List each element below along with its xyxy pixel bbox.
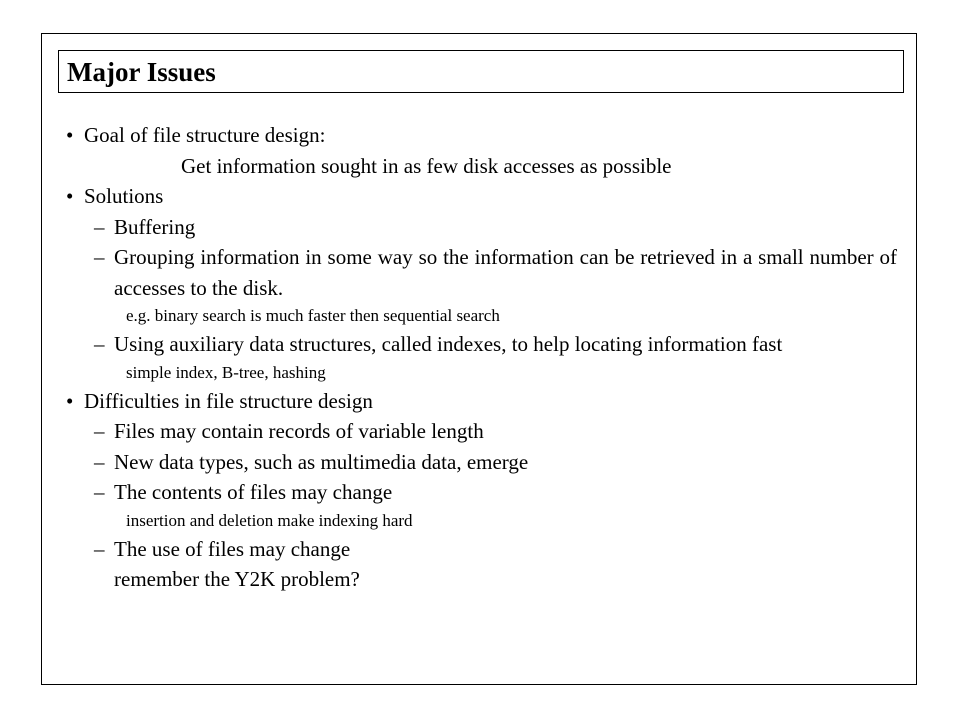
difficulty-new-types: – New data types, such as multimedia data, emerge — [66, 447, 897, 478]
slide-frame — [41, 33, 917, 685]
solution-indexes: – Using auxiliary data structures, called indexes, to help locating information fast — [66, 329, 897, 360]
solution-grouping-note: e.g. binary search is much faster then sequential search — [126, 306, 500, 325]
difficulty-use-change: – The use of files may change — [66, 534, 897, 565]
solution-buffering: – Buffering — [66, 212, 897, 243]
dash-icon: – — [94, 449, 105, 474]
bullet-difficulties-text: Difficulties in file structure design — [84, 388, 373, 413]
bullet-goal — [66, 120, 897, 151]
solution-grouping: – Grouping information in some way so the information can be retrieved in a small number of accesses to the disk. — [66, 242, 897, 303]
dash-icon: – — [94, 536, 105, 561]
difficulty-contents-change: – The contents of files may change — [66, 477, 897, 508]
goal-statement: Get information sought in as few disk accesses as possible — [181, 153, 672, 178]
bullet-goal-text: Goal of file structure design: — [84, 123, 326, 147]
solution-indexes-note: simple index, B-tree, hashing — [126, 362, 326, 382]
dash-icon: – — [94, 245, 105, 269]
dash-icon: – — [94, 214, 105, 239]
difficulty-use-note: remember the Y2K problem? — [114, 567, 360, 591]
bullet-icon: • — [66, 123, 74, 147]
bullet-solutions-text: Solutions — [84, 184, 164, 208]
difficulty-variable-length: – Files may contain records of variable length — [66, 416, 897, 447]
title-box — [58, 50, 904, 93]
dash-icon: – — [94, 419, 105, 443]
slide-body — [66, 120, 897, 595]
bullet-icon: • — [66, 388, 74, 413]
dash-icon: – — [94, 480, 105, 504]
bullet-solutions — [66, 181, 897, 212]
difficulty-contents-note: insertion and deletion make indexing hard — [126, 510, 413, 530]
slide-title: Major Issues — [67, 57, 216, 87]
dash-icon: – — [94, 332, 105, 356]
bullet-icon: • — [66, 184, 74, 208]
bullet-difficulties — [66, 386, 897, 417]
